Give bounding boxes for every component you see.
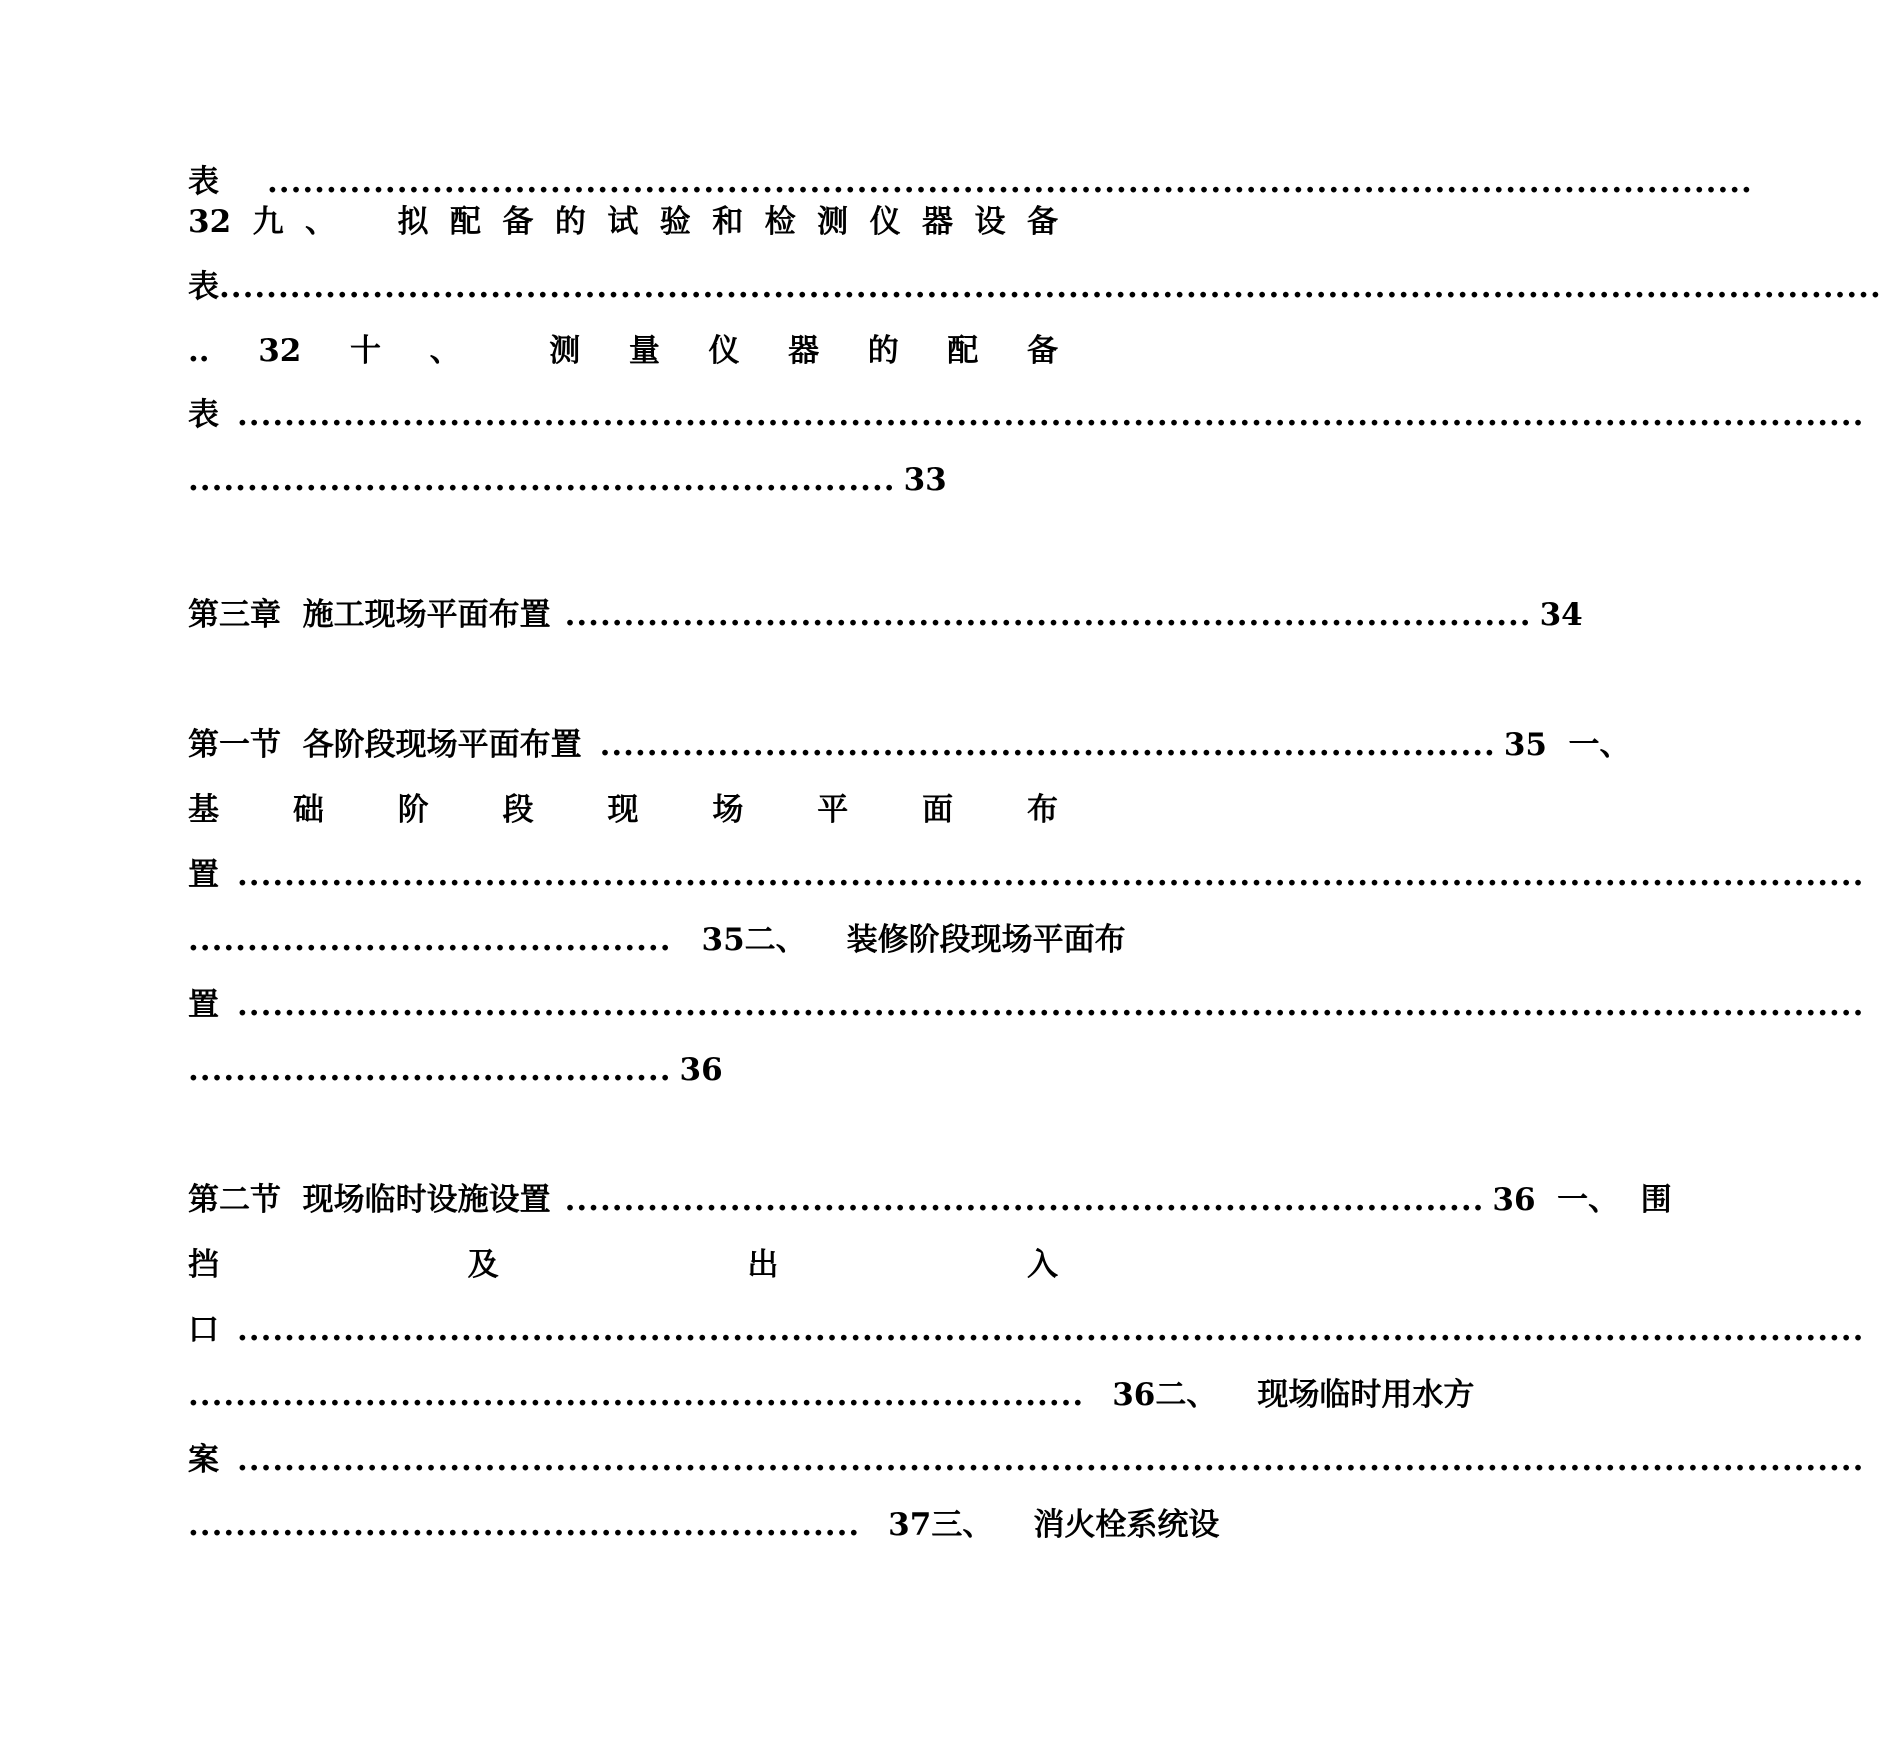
toc-line (188, 915, 1126, 965)
toc-text: 场 (712, 792, 744, 828)
toc-text: 础 (292, 792, 324, 828)
toc-text: 试 (607, 204, 639, 240)
toc-line (188, 390, 1865, 440)
toc-text: 挡 (188, 1247, 219, 1283)
toc-text: 系 (1126, 1507, 1158, 1543)
toc-text: 置 (188, 987, 219, 1023)
toc-text: 、 (1186, 1377, 1218, 1413)
toc-line (188, 1370, 1475, 1420)
toc-text: 口 (188, 1312, 219, 1348)
toc-text: 统 (1157, 1507, 1189, 1543)
toc-line (188, 850, 1865, 900)
toc-text: 、 (962, 1507, 994, 1543)
toc-line (188, 1500, 1220, 1550)
toc-text: 二 (744, 922, 776, 958)
toc-text: 、 (775, 922, 807, 958)
toc-page-number: 36 一、 围 (1492, 1182, 1672, 1218)
toc-text: 的 (867, 333, 899, 369)
dot-leader: ............................................................ (188, 462, 896, 498)
dot-leader: .............................................................................. (564, 1182, 1485, 1218)
toc-text: 出 (747, 1247, 779, 1283)
toc-line (188, 262, 1882, 312)
dot-leader: .............................................................................................................................. (267, 164, 1753, 200)
toc-text: 备 (502, 204, 534, 240)
toc-text: 现 (970, 922, 1002, 958)
toc-line (188, 326, 1058, 376)
dot-leader: .......................................................................................................................................... (237, 1442, 1865, 1478)
toc-text: 平 (1032, 922, 1064, 958)
toc-text: 器 (788, 333, 820, 369)
dot-leader: .......................................................................................................................................... (237, 397, 1865, 433)
dot-leader: ......................................................... (188, 1507, 861, 1543)
toc-page-number: 36 (679, 1052, 723, 1088)
toc-text: 面 (1063, 922, 1095, 958)
toc-text: 配 (947, 333, 979, 369)
toc-line (188, 1305, 1865, 1355)
toc-text: 阶 (908, 922, 940, 958)
toc-text: 时 (1350, 1377, 1382, 1413)
toc-text: 验 (659, 204, 691, 240)
toc-text: 仪 (869, 204, 901, 240)
toc-text: 九 (252, 204, 284, 240)
toc-text: 案 (188, 1442, 219, 1478)
toc-text: 火 (1064, 1507, 1096, 1543)
toc-text: 入 (1026, 1247, 1058, 1283)
toc-text: 设 (1188, 1507, 1220, 1543)
toc-text: 场 (1288, 1377, 1320, 1413)
toc-text: 及 (467, 1247, 499, 1283)
toc-page-number: 35 (701, 922, 745, 958)
toc-text: 消 (1033, 1507, 1065, 1543)
toc-text: 段 (939, 922, 971, 958)
toc-text: 修 (877, 922, 909, 958)
toc-line (188, 1435, 1865, 1485)
toc-page (188, 0, 1882, 1754)
toc-text: .. (188, 333, 210, 369)
toc-text: 十 (349, 333, 381, 369)
toc-page-number: 33 (903, 462, 947, 498)
toc-page-number: 34 (1539, 597, 1583, 633)
toc-text: 备 (1026, 333, 1058, 369)
toc-text: 测 (817, 204, 849, 240)
toc-text: 表 (188, 397, 219, 433)
dot-leader: ............................................................................................................................................. (219, 269, 1882, 305)
toc-text: 阶 (397, 792, 429, 828)
dot-leader: .......................................................................................................................................... (237, 857, 1865, 893)
toc-text: 方 (1443, 1377, 1475, 1413)
toc-text: 备 (1026, 204, 1058, 240)
dot-leader: .......................................................................................................................................... (237, 987, 1865, 1023)
dot-leader: ............................................................................ (188, 1377, 1085, 1413)
toc-text: 面 (922, 792, 954, 828)
toc-page-number: 35 一、 (1503, 727, 1631, 763)
toc-line (188, 1240, 1058, 1290)
toc-text: 检 (764, 204, 796, 240)
toc-text: 基 (188, 792, 219, 828)
toc-text: 布 (1027, 792, 1058, 828)
toc-text: 平 (817, 792, 849, 828)
toc-line (188, 1045, 1058, 1095)
toc-text: 临 (1319, 1377, 1351, 1413)
toc-text: 第三章 施工现场平面布置 (188, 597, 551, 633)
dot-leader: .......................................................................................................................................... (237, 1312, 1865, 1348)
toc-text: 段 (502, 792, 534, 828)
toc-text: 现 (607, 792, 639, 828)
toc-text: 拟 (397, 204, 429, 240)
toc-text: 表 (188, 164, 219, 200)
toc-text: 现 (1257, 1377, 1289, 1413)
toc-page-number: 37 (888, 1507, 932, 1543)
dot-leader: ............................................................................ (599, 727, 1496, 763)
toc-line (188, 197, 1058, 247)
toc-line (188, 590, 1583, 640)
toc-text: 的 (554, 204, 586, 240)
toc-text: 装 (846, 922, 878, 958)
toc-text: 设 (974, 204, 1006, 240)
toc-text: 和 (712, 204, 744, 240)
toc-text: 表 (188, 269, 219, 305)
toc-text: 置 (188, 857, 219, 893)
toc-line (188, 1175, 1672, 1225)
toc-page-number: 36 (1112, 1377, 1156, 1413)
toc-text: 第一节 各阶段现场平面布置 (188, 727, 582, 763)
toc-text: 测 (549, 333, 581, 369)
toc-text: 、 (429, 333, 461, 369)
toc-text: 量 (628, 333, 660, 369)
toc-text: 器 (922, 204, 954, 240)
dot-leader: .................................................................................. (564, 597, 1532, 633)
toc-text: 二 (1155, 1377, 1187, 1413)
toc-text: 第二节 现场临时设施设置 (188, 1182, 551, 1218)
toc-text: 配 (449, 204, 481, 240)
toc-text: 用 (1381, 1377, 1413, 1413)
toc-text: 水 (1412, 1377, 1444, 1413)
dot-leader: ......................................... (188, 922, 672, 958)
dot-leader: ......................................... (188, 1052, 672, 1088)
toc-text: 仪 (708, 333, 740, 369)
toc-text: 栓 (1095, 1507, 1127, 1543)
toc-line (188, 455, 1058, 505)
toc-text: 场 (1001, 922, 1033, 958)
toc-page-number: 32 (188, 204, 232, 240)
toc-line (188, 980, 1865, 1030)
toc-text: 布 (1094, 922, 1126, 958)
toc-text: 、 (305, 204, 337, 240)
toc-line (188, 785, 1058, 835)
toc-page-number: 32 (258, 333, 302, 369)
toc-text: 三 (931, 1507, 963, 1543)
toc-line (188, 720, 1631, 770)
